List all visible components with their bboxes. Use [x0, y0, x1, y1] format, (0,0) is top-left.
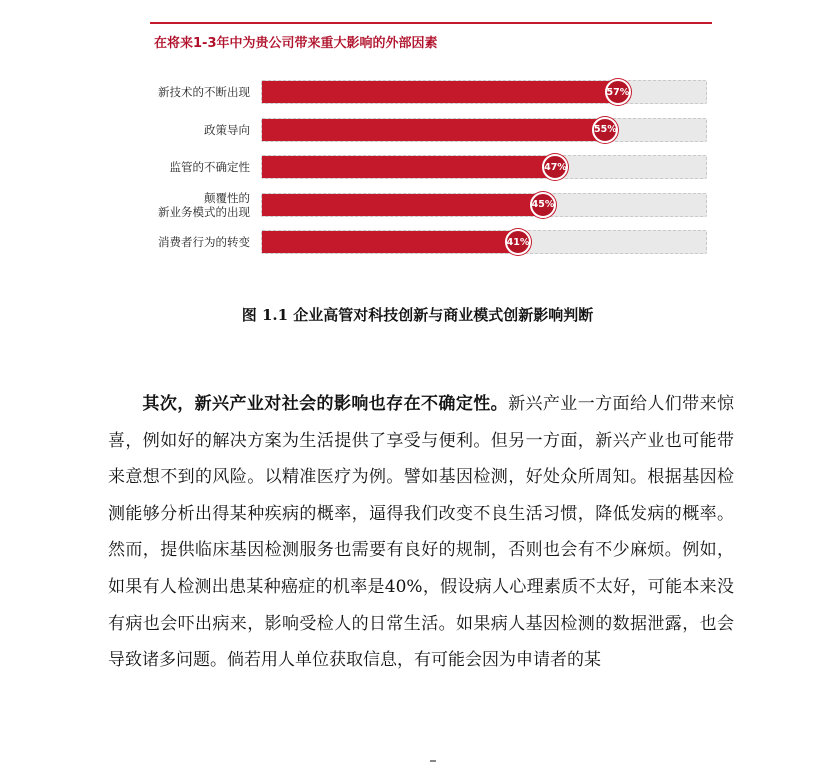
bar-value-label: 47%: [542, 154, 568, 180]
bar-value-label: 55%: [592, 117, 618, 143]
bar-track: [261, 230, 707, 254]
bar-row: [150, 191, 712, 219]
paragraph-text: 新兴产业一方面给人们带来惊喜，例如好的解决方案为生活提供了享受与便利。但另一方面，新兴产业也可能带来意想不到的风险。以精准医疗为例。譬如基因检测，好处众所周知。根据基因检测能够分析出得某种疾病的概率，逼得我们改变不良生活习惯，降低发病的概率。然而，提供临床基因检测服务也需要有良好的规制，否则也会有不少麻烦。例如，如果有人检测出患某种癌症的机率是40%，假设病人心理素质不太好，可能本来没有病也会吓出病来，影响受检人的日常生活。如果病人基因检测的数据泄露，也会导致诸多问题。倘若用人单位获取信息，有可能会因为申请者的某: [108, 394, 735, 671]
bar-category-label: 颠覆性的 新业务模式的出现: [158, 190, 250, 219]
paragraph-lead: 其次，新兴产业对社会的影响也存在不确定性。: [142, 394, 509, 414]
bar: [262, 119, 605, 141]
bar: [262, 81, 618, 103]
bar-value-label: 45%: [530, 192, 556, 218]
body-paragraph: [108, 386, 734, 679]
figure-caption: 图 1.1 企业高管对科技创新与商业模式创新影响判断: [241, 306, 594, 324]
bar-row: [150, 78, 712, 106]
bar-row: [150, 228, 712, 256]
bar-category-label: 消费者行为的转变: [158, 235, 250, 249]
bar-value-label: 41%: [505, 229, 531, 255]
bar-category-label: 监管的不确定性: [169, 160, 250, 174]
bar-track: [261, 193, 707, 217]
chart-title: 在将来1-3年中为贵公司带来重大影响的外部因素: [154, 36, 438, 51]
bar-track: [261, 155, 707, 179]
bar: [262, 231, 518, 253]
bar-row: [150, 116, 712, 144]
bar: [262, 194, 543, 216]
bar-row: [150, 153, 712, 181]
chart-top-rule: [150, 22, 712, 24]
bar-track: [261, 80, 707, 104]
page-mark: [430, 760, 436, 762]
bar-category-label: 政策导向: [204, 122, 250, 137]
bar: [262, 156, 555, 178]
bar-category-label: 新技术的不断出现: [158, 85, 250, 99]
bar-value-label: 57%: [605, 79, 631, 105]
bar-track: [261, 118, 707, 142]
